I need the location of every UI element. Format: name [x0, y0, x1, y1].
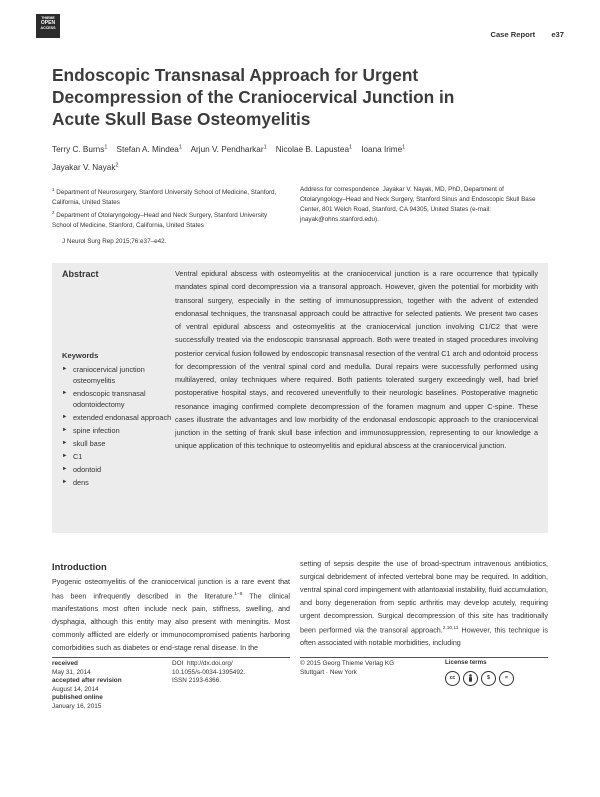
keywords-heading: Keywords	[62, 351, 99, 360]
article-dates: received May 31, 2014 accepted after revision August 14, 2014 published online January 16, 2015	[52, 660, 122, 710]
running-header	[476, 30, 564, 39]
footer-divider	[300, 657, 548, 658]
bullet-icon: ►	[62, 427, 68, 433]
page-id: e37	[551, 30, 564, 39]
nd-icon: =	[499, 671, 514, 686]
doi-info: DOI http://dx.doi.org/ 10.1055/s-0034-1395492. ISSN 2193-6366.	[172, 660, 246, 684]
intro-column-1: Pyogenic osteomyelitis of the craniocervical junction is a rare event that has been infrequently described in the literature.$^{1-9}$ The clinical manifestations most often include neck pain, stiffness, swelling, and dysphagia, although this entity may also present with meningitis. Most commonly afflicted are elderly or immunocompromised patients harboring comorbidities such as diabetes or end-stage renal disease. In the	[52, 578, 290, 652]
bullet-icon: ►	[62, 453, 68, 459]
cc-license-badge[interactable]	[445, 671, 514, 686]
bullet-icon: ►	[62, 414, 68, 420]
bullet-icon: ►	[62, 366, 68, 372]
keyword-list	[62, 364, 174, 490]
author: Jayakar V. Nayak$^2$	[52, 162, 119, 173]
doi-link[interactable]: http://dx.doi.org/	[186, 660, 233, 667]
bullet-icon: ►	[62, 479, 68, 485]
intro-column-2: setting of sepsis despite the use of broad-spectrum intravenous antibiotics, surgical debridement of infected vertebral bone may be required. In addition, ventral spinal cord impingement with atlantoaxial instability, fluid accumulation, and bony degeneration from septic arthritis may develop acutely, requiring urgent decompression. Surgical decompression of this site has traditionally been performed via the transoral approach.$^{2,10,11}$ However, this technique is often associated with notable morbidities, including	[300, 560, 548, 647]
by-icon	[463, 671, 478, 686]
journal-citation: J Neurol Surg Rep 2015;76:e37–e42.	[62, 238, 167, 245]
abstract-text: Ventral epidural abscess with osteomyelitis at the craniocervical junction is a rare occurrence that typically mandates spinal cord decompression via a transoral approach. However, given the potential for morbidity with transoral surgery, especially in the setting of immunosuppression, together with the advent of extended endonasal techniques, the transnasal approach could be attractive for selected patients. We present two cases of ventral epidural abscess and osteomyelitis at the craniocervical junction involving C1/C2 that were successfully treated via the endoscopic transnasal approach. Both were treated in staged procedures involving posterior cervical fusion followed by endoscopic transnasal resection of the ventral C1 arch and odontoid process for decompression of the ventral spinal cord and medulla. Dural repairs were successfully performed using multilayered, onlay techniques where required. Both patients tolerated surgery exceedingly well, had brief postoperative hospital stays, and recovered uneventfully to their neurologic baselines. Postoperative magnetic resonance imaging confirmed complete decompression of the foramen magnum and upper C-spine. These cases illustrate the advantages and low morbidity of the endonasal endoscopic approach to the craniocervical junction in the setting of frank skull base infection and immunosuppression, representing to our knowledge a unique application of this technique to osteomyelitis and epidural abscess at the craniocervical junction.	[175, 269, 538, 451]
keyword-item: ► skull base	[62, 439, 106, 448]
affiliation: $^2$ Department of Otolaryngology–Head and Neck Surgery, Stanford University School of Medicine, Stanford, California, United States	[52, 210, 268, 230]
keyword-item: ► odontoid	[62, 465, 101, 474]
author: Nicolae B. Lapustea$^1$	[275, 144, 353, 154]
keyword-item: ► dens	[62, 478, 89, 487]
thieme-open-access-logo: THIEME OPEN ACCESS	[36, 14, 60, 38]
article-title: Endoscopic Transnasal Approach for Urgent Decompression of the Craniocervical Junction in Acute Skull Base Osteomyelitis	[52, 65, 455, 129]
author: Ioana Irime$^1$	[361, 144, 406, 154]
author: Terry C. Burns$^1$	[52, 144, 108, 154]
nc-icon: $	[481, 671, 496, 686]
bullet-icon: ►	[62, 390, 68, 396]
bullet-icon: ►	[62, 440, 68, 446]
correspondence-address: Address for correspondence Jayakar V. Nayak, MD, PhD, Department of Otolaryngology–Head and Neck Surgery, Stanford Sinus and Endoscopic Skull Base Center, 801 Welch Road, Stanford, CA 94305, United States (e-mail: jnayak@ohns.stanford.edu).	[300, 186, 536, 223]
author: Arjun V. Pendharkar$^1$	[190, 144, 267, 154]
cc-icon: cc	[445, 671, 460, 686]
keyword-item: ► C1	[62, 452, 83, 461]
bullet-icon: ►	[62, 466, 68, 472]
footer-divider	[52, 657, 290, 658]
author: Stefan A. Mindea$^1$	[116, 144, 182, 154]
introduction-heading: Introduction	[52, 561, 107, 572]
publisher-info: © 2015 Georg Thieme Verlag KG Stuttgart · New York	[300, 660, 395, 676]
keyword-item: ► endoscopic transnasal odontoidectomy	[62, 389, 146, 409]
affiliation: $^1$ Department of Neurosurgery, Stanford University School of Medicine, Stanford, California, United States	[52, 187, 277, 207]
license-terms-label[interactable]: License terms	[445, 659, 487, 666]
keyword-item: ► spine infection	[62, 426, 120, 435]
affiliations	[52, 185, 282, 231]
author-list	[52, 139, 522, 176]
keyword-item: ► craniocervical junction osteomyelitis	[62, 365, 145, 385]
article-type: Case Report	[490, 30, 536, 39]
abstract-heading: Abstract	[62, 269, 99, 279]
keyword-item: ► extended endonasal approach	[62, 413, 172, 422]
